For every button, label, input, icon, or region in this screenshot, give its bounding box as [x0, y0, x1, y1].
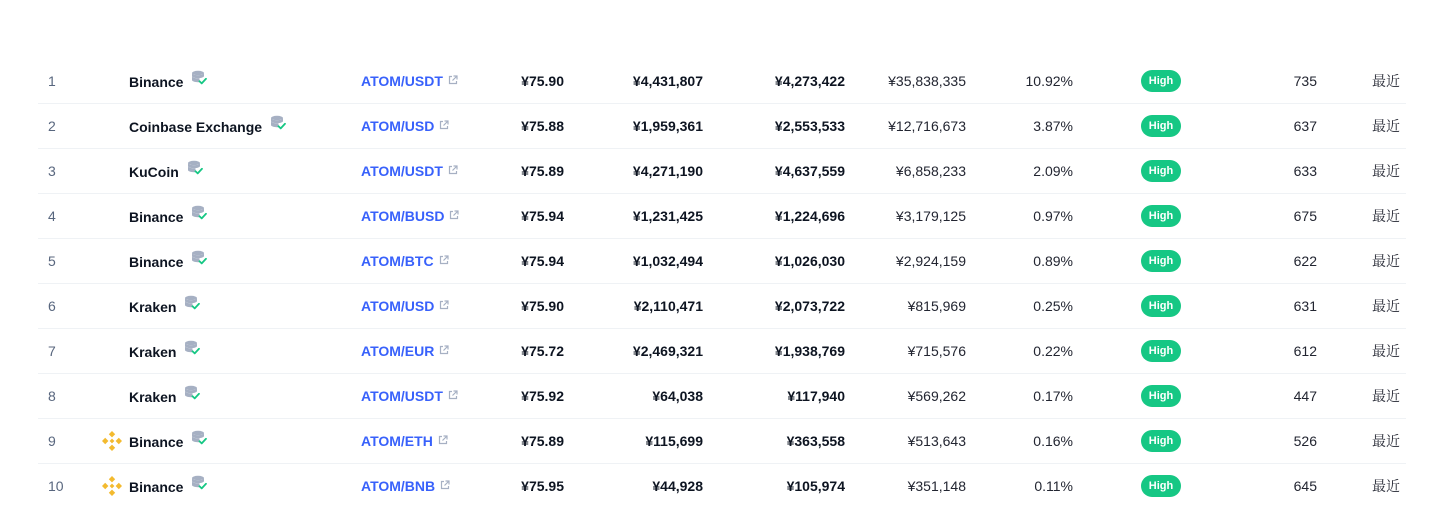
depth-minus-cell: ¥1,938,769	[774, 343, 845, 359]
rank-cell: 4	[48, 208, 56, 224]
depth-plus-cell: ¥44,928	[652, 478, 703, 494]
volume-percent-cell: 0.16%	[1033, 433, 1073, 449]
exchange-logo-cell	[98, 194, 126, 239]
depth-minus-cell: ¥105,974	[786, 478, 845, 494]
verified-database-icon	[191, 194, 207, 239]
external-link-icon[interactable]	[439, 328, 449, 373]
depth-plus-cell: ¥2,110,471	[633, 298, 703, 314]
volume-percent-cell: 0.89%	[1033, 253, 1073, 269]
external-link-icon[interactable]	[439, 103, 449, 148]
exchange-logo-cell	[98, 374, 126, 419]
rank-cell: 1	[48, 73, 56, 89]
exchange-name[interactable]: Coinbase Exchange	[129, 118, 263, 135]
confidence-badge: High	[1141, 340, 1181, 362]
price-cell: ¥75.90	[521, 298, 564, 314]
confidence-cell	[1141, 374, 1181, 419]
external-link-icon[interactable]	[448, 373, 458, 418]
verified-database-icon	[270, 104, 286, 149]
volume-percent-cell: 0.11%	[1034, 478, 1073, 494]
exchange-cell[interactable]	[129, 239, 349, 284]
verified-database-icon	[191, 419, 207, 464]
verified-database-icon	[191, 464, 207, 509]
confidence-cell	[1141, 194, 1181, 239]
updated-cell: 最近	[1372, 118, 1400, 134]
table-row[interactable]	[38, 374, 1406, 419]
price-cell: ¥75.90	[521, 73, 564, 89]
depth-plus-cell: ¥1,959,361	[632, 118, 703, 134]
table-row[interactable]	[38, 284, 1406, 329]
updated-cell: 最近	[1372, 208, 1400, 224]
exchange-name[interactable]: KuCoin	[129, 163, 179, 180]
depth-plus-cell: ¥4,431,807	[632, 73, 703, 89]
exchange-logo-cell	[98, 59, 126, 104]
exchange-cell[interactable]	[129, 329, 349, 374]
external-link-icon[interactable]	[448, 148, 458, 193]
updated-cell: 最近	[1372, 298, 1400, 314]
pair-label[interactable]: ATOM/EUR	[361, 343, 435, 359]
confidence-badge: High	[1141, 295, 1181, 317]
liquidity-score-cell: 675	[1293, 208, 1317, 224]
confidence-cell	[1141, 149, 1181, 194]
rank-cell: 3	[48, 163, 56, 179]
exchange-name[interactable]: Binance	[129, 253, 184, 270]
depth-plus-cell: ¥4,271,190	[632, 163, 703, 179]
exchange-cell[interactable]	[129, 194, 349, 239]
confidence-badge: High	[1141, 430, 1181, 452]
external-link-icon[interactable]	[439, 283, 449, 328]
exchange-cell[interactable]	[129, 464, 349, 509]
volume-percent-cell: 0.25%	[1033, 298, 1073, 314]
verified-database-icon	[191, 239, 207, 284]
price-cell: ¥75.89	[521, 163, 564, 179]
depth-plus-cell: ¥2,469,321	[632, 343, 703, 359]
updated-cell: 最近	[1372, 73, 1400, 89]
volume-cell: ¥12,716,673	[888, 118, 966, 134]
volume-percent-cell: 3.87%	[1033, 118, 1073, 134]
confidence-badge: High	[1141, 475, 1181, 497]
table-row[interactable]	[38, 239, 1406, 284]
verified-database-icon	[184, 284, 200, 329]
pair-label[interactable]: ATOM/USD	[361, 118, 435, 134]
depth-minus-cell: ¥1,026,030	[774, 253, 845, 269]
exchange-cell[interactable]	[129, 104, 349, 149]
exchange-cell[interactable]	[129, 374, 349, 419]
external-link-icon[interactable]	[438, 418, 448, 463]
depth-minus-cell: ¥4,637,559	[774, 163, 845, 179]
exchange-cell[interactable]	[129, 59, 349, 104]
exchange-name[interactable]: Kraken	[129, 343, 177, 360]
liquidity-score-cell: 633	[1293, 163, 1317, 179]
liquidity-score-cell: 622	[1293, 253, 1317, 269]
volume-cell: ¥351,148	[907, 478, 966, 494]
depth-plus-cell: ¥1,032,494	[632, 253, 703, 269]
volume-cell: ¥2,924,159	[895, 253, 966, 269]
pair-label[interactable]: ATOM/BNB	[361, 478, 436, 494]
markets-table	[38, 59, 1406, 509]
confidence-badge: High	[1141, 70, 1181, 92]
price-cell: ¥75.89	[521, 433, 564, 449]
exchange-cell[interactable]	[129, 419, 349, 464]
table-row[interactable]	[38, 194, 1406, 239]
exchange-logo-cell	[98, 329, 126, 374]
volume-cell: ¥35,838,335	[888, 73, 966, 89]
depth-minus-cell: ¥1,224,696	[774, 208, 845, 224]
depth-minus-cell: ¥4,273,422	[774, 73, 845, 89]
liquidity-score-cell: 526	[1293, 433, 1317, 449]
depth-minus-cell: ¥2,553,533	[774, 118, 845, 134]
price-cell: ¥75.95	[521, 478, 564, 494]
exchange-name[interactable]: Kraken	[129, 388, 177, 405]
exchange-cell[interactable]	[129, 284, 349, 329]
external-link-icon[interactable]	[439, 238, 449, 283]
verified-database-icon	[184, 329, 200, 374]
table-row[interactable]	[38, 59, 1406, 104]
volume-percent-cell: 0.22%	[1033, 343, 1073, 359]
volume-cell: ¥815,969	[907, 298, 966, 314]
exchange-name[interactable]: Binance	[129, 433, 184, 450]
rank-cell: 6	[48, 298, 56, 314]
exchange-logo-cell	[98, 419, 126, 464]
exchange-cell[interactable]	[129, 149, 349, 194]
volume-percent-cell: 0.17%	[1033, 388, 1073, 404]
depth-plus-cell: ¥115,699	[645, 433, 703, 449]
confidence-cell	[1141, 464, 1181, 509]
price-cell: ¥75.72	[521, 343, 564, 359]
rank-cell: 9	[48, 433, 56, 449]
price-cell: ¥75.94	[521, 208, 564, 224]
exchange-logo-cell	[98, 104, 126, 149]
rank-cell: 5	[48, 253, 56, 269]
exchange-name[interactable]: Binance	[129, 478, 184, 495]
verified-database-icon	[187, 149, 203, 194]
depth-minus-cell: ¥2,073,722	[774, 298, 845, 314]
rank-cell: 10	[48, 478, 64, 494]
confidence-cell	[1141, 284, 1181, 329]
liquidity-score-cell: 447	[1293, 388, 1317, 404]
confidence-badge: High	[1141, 205, 1181, 227]
exchange-logo-cell	[98, 284, 126, 329]
updated-cell: 最近	[1372, 433, 1400, 449]
pair-label[interactable]: ATOM/USD	[361, 298, 435, 314]
depth-minus-cell: ¥117,940	[787, 388, 845, 404]
exchange-logo-cell	[98, 239, 126, 284]
price-cell: ¥75.88	[521, 118, 564, 134]
volume-cell: ¥715,576	[907, 343, 966, 359]
pair-label[interactable]: ATOM/USDT	[361, 388, 443, 404]
depth-plus-cell: ¥1,231,425	[632, 208, 703, 224]
rank-cell: 2	[48, 118, 56, 134]
volume-percent-cell: 0.97%	[1033, 208, 1073, 224]
volume-percent-cell: 10.92%	[1025, 73, 1073, 89]
depth-minus-cell: ¥363,558	[786, 433, 845, 449]
pair-label[interactable]: ATOM/BUSD	[361, 208, 445, 224]
verified-database-icon	[191, 59, 207, 104]
updated-cell: 最近	[1372, 343, 1400, 359]
price-cell: ¥75.92	[521, 388, 564, 404]
confidence-cell	[1141, 329, 1181, 374]
volume-cell: ¥569,262	[907, 388, 966, 404]
volume-cell: ¥6,858,233	[895, 163, 966, 179]
confidence-badge: High	[1141, 160, 1181, 182]
exchange-logo-cell	[98, 464, 126, 509]
table-row[interactable]	[38, 104, 1406, 149]
confidence-cell	[1141, 59, 1181, 104]
volume-cell: ¥513,643	[907, 433, 966, 449]
updated-cell: 最近	[1372, 253, 1400, 269]
confidence-badge: High	[1141, 250, 1181, 272]
pair-label[interactable]: ATOM/BTC	[361, 253, 434, 269]
pair-label[interactable]: ATOM/USDT	[361, 163, 443, 179]
external-link-icon[interactable]	[440, 463, 450, 508]
liquidity-score-cell: 637	[1293, 118, 1317, 134]
confidence-cell	[1141, 104, 1181, 149]
external-link-icon[interactable]	[448, 58, 458, 103]
verified-database-icon	[184, 374, 200, 419]
table-row[interactable]	[38, 464, 1406, 509]
updated-cell: 最近	[1372, 478, 1400, 494]
exchange-logo-cell	[98, 149, 126, 194]
external-link-icon[interactable]	[449, 193, 459, 238]
volume-cell: ¥3,179,125	[895, 208, 966, 224]
pair-label[interactable]: ATOM/USDT	[361, 73, 443, 89]
table-row[interactable]	[38, 329, 1406, 374]
exchange-name[interactable]: Kraken	[129, 298, 177, 315]
liquidity-score-cell: 735	[1293, 73, 1317, 89]
confidence-cell	[1141, 419, 1181, 464]
liquidity-score-cell: 631	[1293, 298, 1317, 314]
binance-logo-icon	[100, 429, 124, 453]
price-cell: ¥75.94	[521, 253, 564, 269]
liquidity-score-cell: 612	[1293, 343, 1317, 359]
volume-percent-cell: 2.09%	[1033, 163, 1073, 179]
table-row[interactable]	[38, 419, 1406, 464]
table-row[interactable]	[38, 149, 1406, 194]
confidence-badge: High	[1141, 115, 1181, 137]
liquidity-score-cell: 645	[1293, 478, 1317, 494]
exchange-name[interactable]: Binance	[129, 208, 184, 225]
updated-cell: 最近	[1372, 388, 1400, 404]
exchange-name[interactable]: Binance	[129, 73, 184, 90]
confidence-cell	[1141, 239, 1181, 284]
binance-logo-icon	[100, 474, 124, 498]
confidence-badge: High	[1141, 385, 1181, 407]
depth-plus-cell: ¥64,038	[652, 388, 703, 404]
updated-cell: 最近	[1372, 163, 1400, 179]
pair-label[interactable]: ATOM/ETH	[361, 433, 433, 449]
rank-cell: 7	[48, 343, 56, 359]
rank-cell: 8	[48, 388, 56, 404]
